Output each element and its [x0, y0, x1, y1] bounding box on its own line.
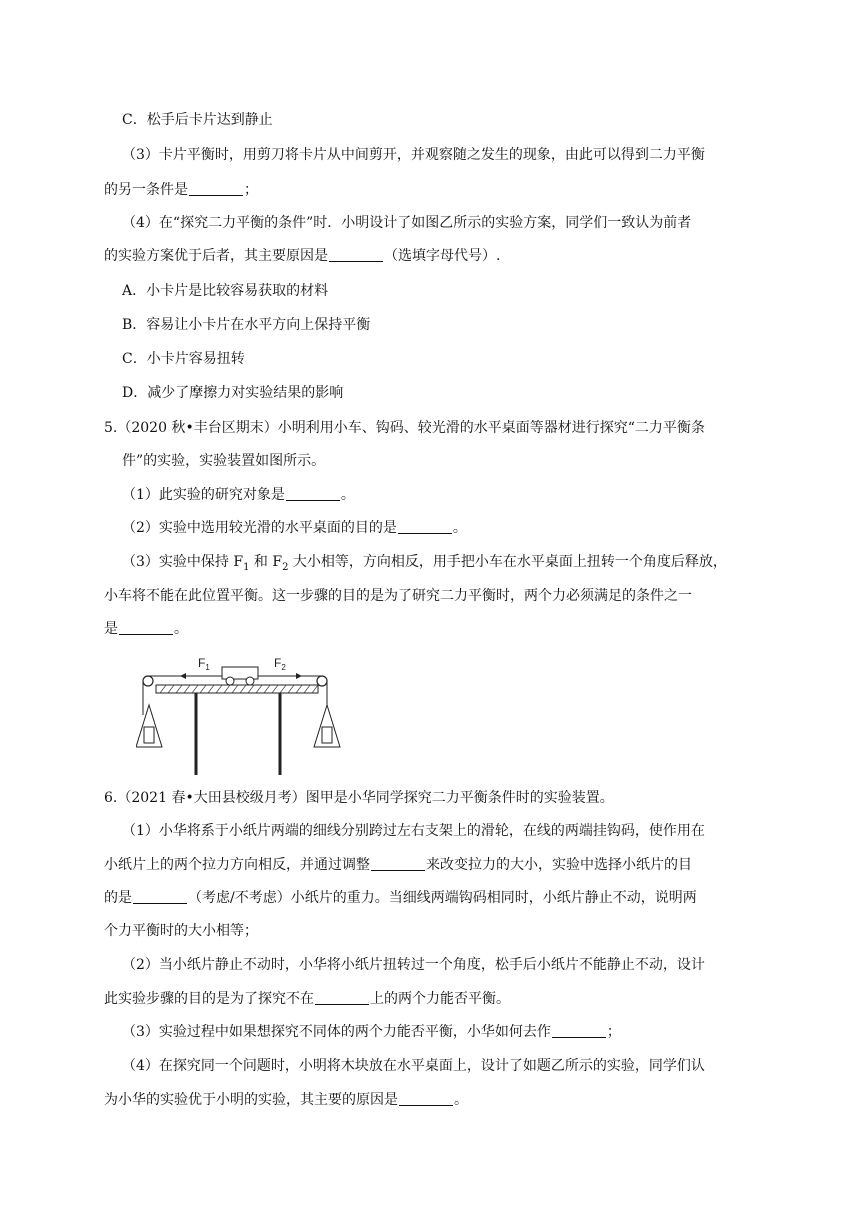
q5-stem-line1 [104, 418, 705, 438]
q4-part4-text: 的实验方案优于后者，其主要原因是 [104, 248, 328, 264]
q5-f2-subscript: 2 [282, 561, 289, 573]
q6-stem-text: （2021 春•大田县校级月考）图甲是小华同学探究二力平衡条件时的实验装置。 [117, 790, 614, 806]
q5-stem-text: （2020 秋•丰台区期末）小明利用小车、钩码、较光滑的水平桌面等器材进行探究“二力平衡条 [117, 420, 705, 436]
q4-part3-line2 [104, 180, 258, 200]
answer-blank[interactable] [315, 990, 369, 1005]
answer-blank[interactable] [133, 889, 187, 904]
q5-stem-line2: 件”的实验，实验装置如图所示。 [122, 453, 326, 469]
q5-part2-text: （2）实验中选用较光滑的水平桌面的目的是 [122, 520, 397, 536]
q6-part1-text-c: 的是 [104, 890, 132, 906]
q6-stem [104, 788, 614, 808]
q6-part4-text: 为小华的实验优于小明的实验，其主要的原因是 [104, 1092, 398, 1108]
q5-f1-subscript: 1 [243, 561, 250, 573]
q6-part1-line2 [104, 855, 692, 875]
f1-arrow-icon [180, 673, 186, 679]
q5-part3-text-c: 大小相等，方向相反，用手把小车在水平桌面上扭转一个角度后释放， [288, 554, 727, 570]
q4-option-a: A．小卡片是比较容易获取的材料 [122, 283, 329, 299]
right-weight [322, 727, 332, 743]
answer-blank[interactable] [119, 620, 173, 635]
q5-part3-line3 [104, 619, 188, 639]
q4-part3-text: 的另一条件是 [104, 182, 188, 198]
q5-apparatus-figure [136, 655, 346, 777]
q6-part2-line1: （2）当小纸片静止不动时，小华将小纸片扭转过一个角度，松手后小纸片不能静止不动，设计 [122, 957, 705, 973]
q4-option-b: B．容易让小卡片在水平方向上保持平衡 [122, 317, 371, 333]
q5-part2 [122, 518, 467, 538]
q5-part3-text-b: 和 F [249, 554, 283, 570]
q6-part1-text-b: 来改变拉力的大小，实验中选择小纸片的目 [426, 857, 692, 873]
answer-blank[interactable] [189, 181, 243, 196]
q5-part3-text-a: （3）实验中保持 F [122, 554, 244, 570]
q6-part4-line2 [104, 1090, 468, 1110]
q5-part3-line2: 小车将不能在此位置平衡。这一步骤的目的是为了研究二力平衡时，两个力必须满足的条件之一 [104, 588, 692, 604]
q6-part1-text-a: 小纸片上的两个拉力方向相反，并通过调整 [104, 857, 370, 873]
q4-option-c2: C．小卡片容易扭转 [122, 351, 245, 367]
cart-wheel-right [246, 677, 254, 685]
q6-part1-line1: （1）小华将系于小纸片两端的细线分别跨过左右支架上的滑轮，在线的两端挂钩码，使作用在 [122, 823, 705, 839]
q5-part3-text-d: 是 [104, 621, 118, 637]
q4-part4-line1: （4）在“探究二力平衡的条件”时．小明设计了如图乙所示的实验方案，同学们一致认为前者 [122, 215, 692, 231]
cart-body [222, 667, 258, 679]
q4-part3-line1: （3）卡片平衡时，用剪刀将卡片从中间剪开，并观察随之发生的现象，由此可以得到二力平衡 [122, 147, 705, 163]
answer-blank[interactable] [371, 856, 425, 871]
q4-part4-end: （选填字母代号）. [384, 248, 501, 264]
f2-arrow-icon [296, 673, 302, 679]
q6-part3-end: ； [606, 1024, 621, 1040]
answer-blank[interactable] [286, 486, 340, 501]
q5-number: 5. [104, 420, 118, 436]
q6-part4-line1: （4）在探究同一个问题时，小明将木块放在水平桌面上，设计了如题乙所示的实验，同学们认 [122, 1058, 705, 1074]
q6-part1-text-d: （考虑/不考虑）小纸片的重力。当细线两端钩码相同时，小纸片静止不动，说明两 [188, 890, 697, 906]
answer-blank[interactable] [398, 519, 452, 534]
q4-part3-end: ； [244, 182, 258, 198]
q5-part2-end: 。 [452, 520, 467, 536]
answer-blank[interactable] [552, 1023, 606, 1038]
q6-part4-end: 。 [454, 1092, 468, 1108]
q5-part1 [122, 485, 355, 505]
answer-blank[interactable] [329, 247, 383, 262]
left-pulley [143, 676, 153, 686]
q4-option-d: D．减少了摩擦力对实验结果的影响 [122, 385, 344, 401]
q6-part2-end: 上的两个力能否平衡。 [370, 991, 510, 1007]
q6-part3-text: （3）实验过程中如果想探究不同体的两个力能否平衡，小华如何去作 [122, 1024, 551, 1040]
q5-part3-end: 。 [174, 621, 188, 637]
cart-wheel-left [226, 677, 234, 685]
q5-part1-text: （1）此实验的研究对象是 [122, 487, 285, 503]
q6-part1-line3 [104, 888, 697, 908]
left-weight [144, 727, 154, 743]
q5-part1-end: 。 [340, 487, 355, 503]
q5-part3-line1 [122, 552, 727, 578]
q6-number: 6. [104, 790, 118, 806]
q4-part4-line2 [104, 246, 500, 266]
q6-part1-line4: 个力平衡时的大小相等； [104, 923, 258, 939]
answer-blank[interactable] [399, 1091, 453, 1106]
q6-part2-line2 [104, 989, 510, 1009]
f1-label: $F_1$ [198, 656, 210, 672]
q6-part3 [122, 1022, 621, 1042]
f2-label: $F_2$ [274, 656, 286, 672]
q6-part2-text: 此实验步骤的目的是为了探究不在 [104, 991, 314, 1007]
q4-option-c: C．松手后卡片达到静止 [122, 112, 273, 128]
